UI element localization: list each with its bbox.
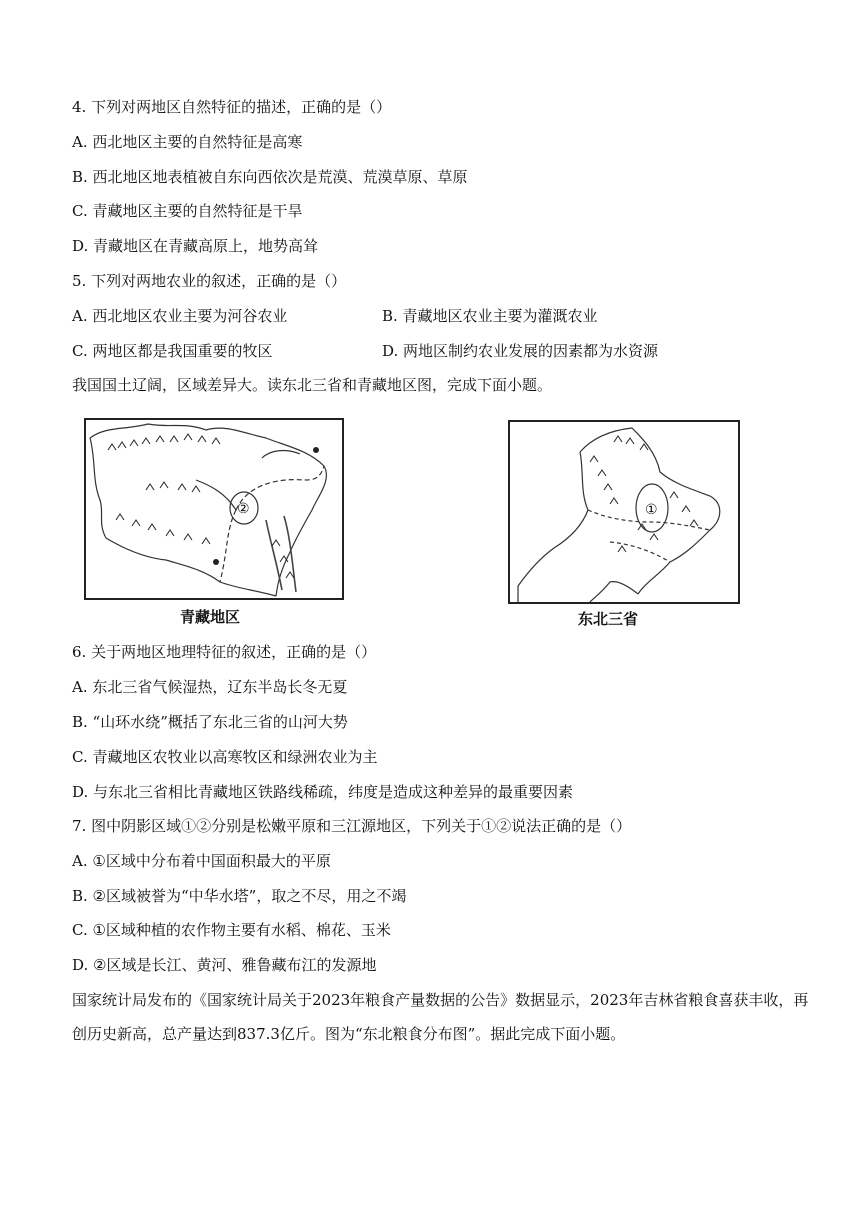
region-2-marker: ② [237, 501, 250, 517]
qinghai-tibet-caption: 青藏地区 [180, 608, 241, 626]
q5-option-c[interactable]: C. 两地区都是我国重要的牧区 [72, 342, 273, 360]
qinghai-tibet-map [84, 418, 344, 600]
city-dot [313, 447, 319, 453]
q6-option-a[interactable]: A. 东北三省气候湿热，辽东半岛长冬无夏 [72, 678, 348, 696]
q7-option-a[interactable]: A. ①区域中分布着中国面积最大的平原 [72, 852, 331, 870]
qinghai-tibet-map-drawing [86, 420, 342, 598]
q7-option-b[interactable]: B. ②区域被誉为“中华水塔”，取之不尽，用之不竭 [72, 887, 407, 905]
q7-option-c[interactable]: C. ①区域种植的农作物主要有水稻、棉花、玉米 [72, 921, 391, 939]
q6-option-c[interactable]: C. 青藏地区农牧业以高寒牧区和绿洲农业为主 [72, 748, 378, 766]
q5-option-a[interactable]: A. 西北地区农业主要为河谷农业 [72, 307, 288, 325]
q5-option-d[interactable]: D. 两地区制约农业发展的因素都为水资源 [382, 342, 659, 360]
q5-stem: 5. 下列对两地农业的叙述，正确的是（） [72, 272, 347, 290]
maps-intro: 我国国土辽阔，区域差异大。读东北三省和青藏地区图，完成下面小题。 [72, 376, 553, 394]
city-dot [213, 559, 219, 565]
northeast-caption: 东北三省 [578, 610, 639, 628]
q4-option-b[interactable]: B. 西北地区地表植被自东向西依次是荒漠、荒漠草原、草原 [72, 168, 468, 186]
q5-option-b[interactable]: B. 青藏地区农业主要为灌溉农业 [382, 307, 598, 325]
q7-stem: 7. 图中阴影区域①②分别是松嫩平原和三江源地区，下列关于①②说法正确的是（） [72, 817, 632, 835]
q6-option-d[interactable]: D. 与东北三省相比青藏地区铁路线稀疏，纬度是造成这种差异的最重要因素 [72, 783, 574, 801]
next-section-intro: 国家统计局发布的《国家统计局关于2023年粮食产量数据的公告》数据显示，2023年吉林省粮食喜获丰收，再创历史新高，总产量达到837.3亿斤。图为“东北粮食分布图”。据此完成下面小题。 [72, 991, 809, 1043]
q4-option-d[interactable]: D. 青藏地区在青藏高原上，地势高耸 [72, 237, 319, 255]
northeast-map-drawing [510, 422, 738, 602]
q4-option-a[interactable]: A. 西北地区主要的自然特征是高寒 [72, 133, 303, 151]
q4-option-c[interactable]: C. 青藏地区主要的自然特征是干旱 [72, 202, 303, 220]
q6-option-b[interactable]: B. “山环水绕”概括了东北三省的山河大势 [72, 713, 348, 731]
northeast-map [508, 420, 740, 604]
q6-stem: 6. 关于两地区地理特征的叙述，正确的是（） [72, 643, 377, 661]
q7-option-d[interactable]: D. ②区域是长江、黄河、雅鲁藏布江的发源地 [72, 956, 377, 974]
region-1-marker: ① [645, 502, 658, 518]
q4-stem: 4. 下列对两地区自然特征的描述，正确的是（） [72, 98, 392, 116]
